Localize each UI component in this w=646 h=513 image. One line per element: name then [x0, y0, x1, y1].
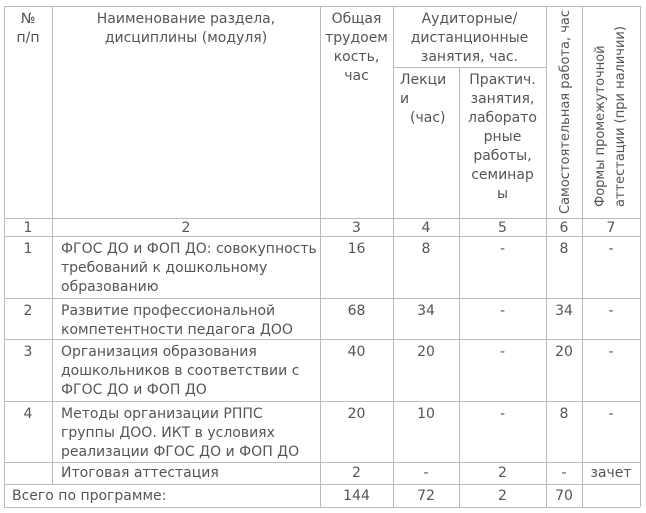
header-practice-line-4: рные	[483, 129, 522, 145]
row-5-practice: 2	[498, 465, 507, 481]
row-4-name-line-1: Методы организации РППС	[61, 406, 263, 422]
totals-practice: 2	[498, 488, 507, 504]
row-3-name-line-2: дошкольников в соответствии с	[61, 363, 300, 379]
row-2-attest: -	[608, 303, 614, 319]
row-2-practice: -	[499, 303, 506, 319]
row-4-attest: -	[608, 406, 614, 422]
row-5-lectures: -	[423, 465, 429, 481]
row-4-total: 20	[347, 406, 366, 422]
row-1-lectures: 8	[421, 241, 431, 257]
header-name-line-1: Наименование раздела,	[96, 11, 276, 27]
header-practice-line-7: ы	[496, 186, 509, 202]
row-3-lectures: 20	[417, 344, 435, 360]
header-total-line-1: Общая	[331, 11, 382, 27]
header-lectures-line-3: (час)	[410, 110, 446, 126]
row-3-name-line-1: Организация образования	[61, 344, 257, 360]
row-1-name-line-2: требований к дошкольному	[61, 260, 268, 276]
row-1-self: 8	[559, 241, 569, 257]
row-3-self: 20	[555, 344, 573, 360]
row-5-total: 2	[352, 465, 361, 481]
header-total-line-2: трудоем	[325, 30, 388, 46]
col-number: 2	[181, 220, 191, 236]
col-number: 4	[421, 220, 431, 236]
row-5-self: -	[561, 465, 567, 481]
col-number: 7	[606, 220, 616, 236]
header-total-line-4: час	[344, 68, 369, 84]
totals-total: 144	[343, 488, 370, 504]
header-lectures-line-1: Лекци	[400, 72, 447, 88]
row-3-name-line-3: ФГОС ДО и ФОП ДО	[61, 382, 207, 398]
row-2-self: 34	[555, 303, 573, 319]
row-2-name-line-1: Развитие профессиональной	[61, 303, 276, 319]
col-number: 3	[352, 220, 361, 236]
row-1-name-line-1: ФГОС ДО и ФОП ДО: совокупность	[61, 241, 317, 257]
totals-lectures: 72	[417, 488, 435, 504]
header-group-line-3: занятия, час.	[420, 49, 519, 65]
row-5-name: Итоговая аттестация	[61, 465, 219, 481]
header-attest-cell	[583, 7, 640, 218]
header-attest-line-1: Формы промежуточной	[593, 45, 608, 207]
col-number: 5	[498, 220, 507, 236]
row-2-total: 68	[347, 303, 366, 319]
row-1-total: 16	[347, 241, 366, 257]
row-3-attest: -	[608, 344, 614, 360]
header-group-line-2: дистанционные	[410, 30, 529, 46]
header-self-text: Самостоятельная работа, час	[558, 9, 573, 214]
totals-label: Всего по программе:	[12, 488, 167, 504]
row-5-attest: зачет	[590, 465, 632, 481]
header-num-line-1: №	[20, 11, 36, 27]
header-total-line-3: кость,	[333, 49, 380, 65]
row-2-lectures: 34	[417, 303, 435, 319]
totals-self: 70	[555, 488, 573, 504]
header-lectures-line-2: и	[400, 91, 410, 107]
header-practice-line-1: Практич.	[469, 72, 536, 88]
row-4-num: 4	[23, 406, 33, 422]
col-number: 6	[559, 220, 569, 236]
row-1-attest: -	[608, 241, 614, 257]
row-2-name-line-2: компетентности педагога ДОО	[61, 322, 293, 338]
header-practice-line-3: лаборато	[468, 110, 537, 126]
row-4-name-line-2: группы ДОО. ИКТ в условиях	[61, 425, 275, 441]
row-4-name-line-3: реализации ФГОС ДО и ФОП ДО	[61, 444, 300, 460]
row-4-self: 8	[559, 406, 569, 422]
row-4-practice: -	[499, 406, 506, 422]
row-3-practice: -	[499, 344, 506, 360]
col-number: 1	[23, 220, 33, 236]
row-1-num: 1	[23, 241, 33, 257]
row-3-total: 40	[347, 344, 366, 360]
header-practice-line-6: семинар	[471, 167, 534, 183]
header-self-cell	[547, 7, 582, 218]
row-1-name-line-3: образованию	[61, 279, 159, 295]
header-group-line-1: Аудиторные/	[421, 11, 518, 27]
header-practice-line-5: работы,	[473, 148, 532, 164]
row-2-num: 2	[23, 303, 33, 319]
row-3-num: 3	[23, 344, 33, 360]
header-practice-line-2: занятия,	[470, 91, 535, 107]
header-name-line-2: дисциплины (модуля)	[104, 30, 268, 46]
header-num-line-2: п/п	[16, 30, 40, 46]
header-attest-line-2: аттестации (при наличии)	[613, 26, 628, 207]
row-1-practice: -	[499, 241, 506, 257]
row-4-lectures: 10	[417, 406, 435, 422]
